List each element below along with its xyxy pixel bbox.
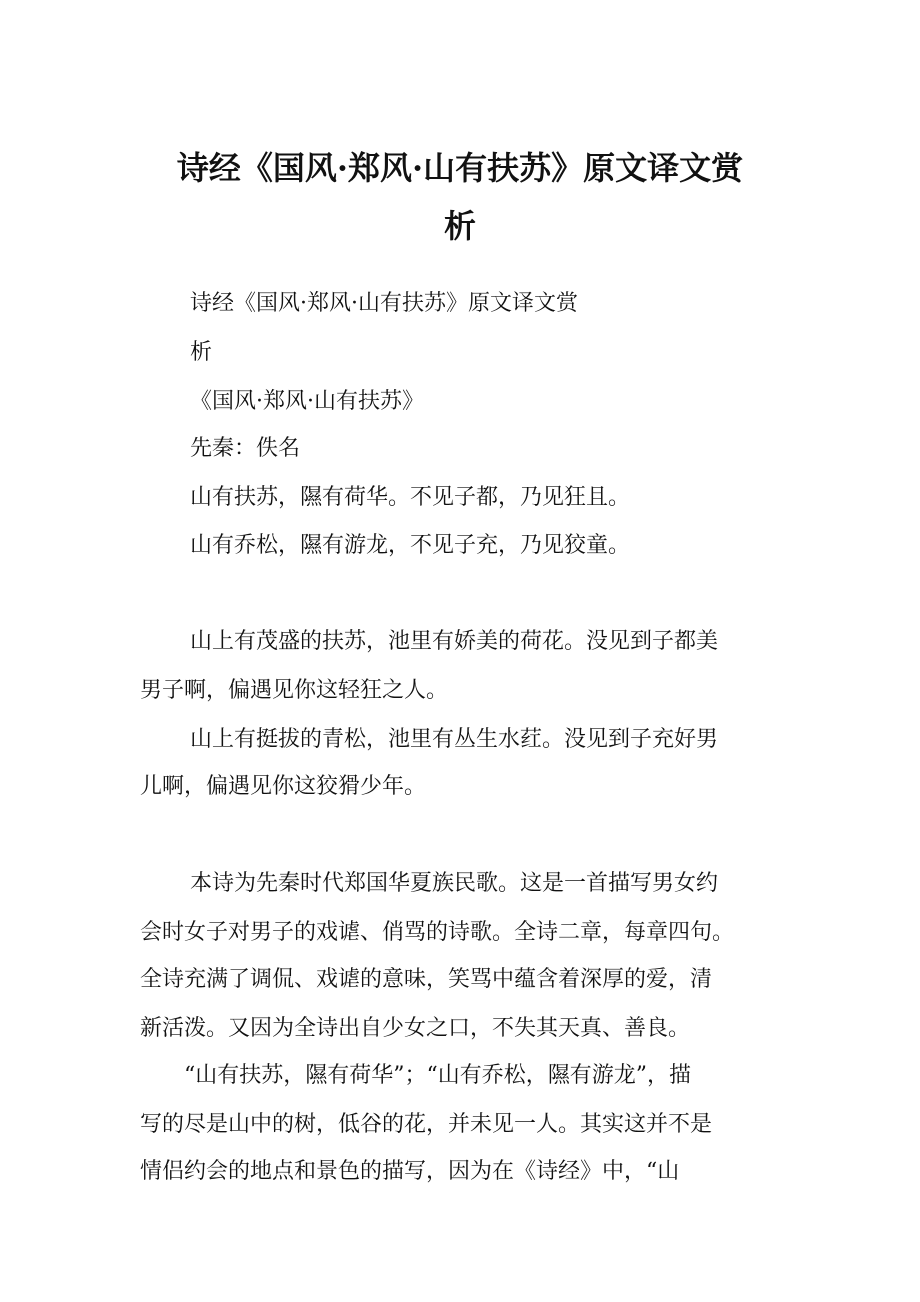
appreciation-line-3: 全诗充满了调侃、戏谑的意味，笑骂中蕴含着深厚的爱，清 (140, 967, 713, 992)
translation-line-4: 儿啊，偏遇见你这狡猾少年。 (140, 774, 427, 799)
translation-line-3: 山上有挺拔的青松，池里有丛生水荭。没见到子充好男 (190, 727, 719, 752)
appreciation-line-2: 会时女子对男子的戏谑、俏骂的诗歌。全诗二章，每章四句。 (140, 920, 735, 945)
appreciation-line-5: “山有扶苏，隰有荷华”；“山有乔松，隰有游龙”，描 (184, 1063, 691, 1088)
poem-title: 《国风·郑风·山有扶苏》 (190, 389, 424, 414)
translation-line-2: 男子啊，偏遇见你这轻狂之人。 (140, 678, 449, 703)
poem-line-1: 山有扶苏，隰有荷华。不见子都，乃见狂且。 (190, 485, 631, 510)
header-line-2: 析 (190, 340, 213, 365)
document-title-line-1: 诗经《国风·郑风·山有扶苏》原文译文赏 (176, 149, 744, 187)
poem-author: 先秦：佚名 (190, 436, 301, 461)
appreciation-line-4: 新活泼。又因为全诗出自少女之口，不失其天真、善良。 (140, 1016, 691, 1041)
document-title-line-2: 析 (443, 207, 476, 245)
appreciation-line-6: 写的尽是山中的树，低谷的花，并未见一人。其实这并不是 (140, 1112, 713, 1137)
appreciation-line-7: 情侣约会的地点和景色的描写，因为在《诗经》中，“山 (140, 1159, 680, 1184)
appreciation-line-1: 本诗为先秦时代郑国华夏族民歌。这是一首描写男女约 (190, 871, 719, 896)
header-line-1: 诗经《国风·郑风·山有扶苏》原文译文赏 (190, 291, 578, 316)
poem-line-2: 山有乔松，隰有游龙，不见子充，乃见狡童。 (190, 533, 631, 558)
translation-line-1: 山上有茂盛的扶苏，池里有娇美的荷花。没见到子都美 (190, 629, 719, 654)
